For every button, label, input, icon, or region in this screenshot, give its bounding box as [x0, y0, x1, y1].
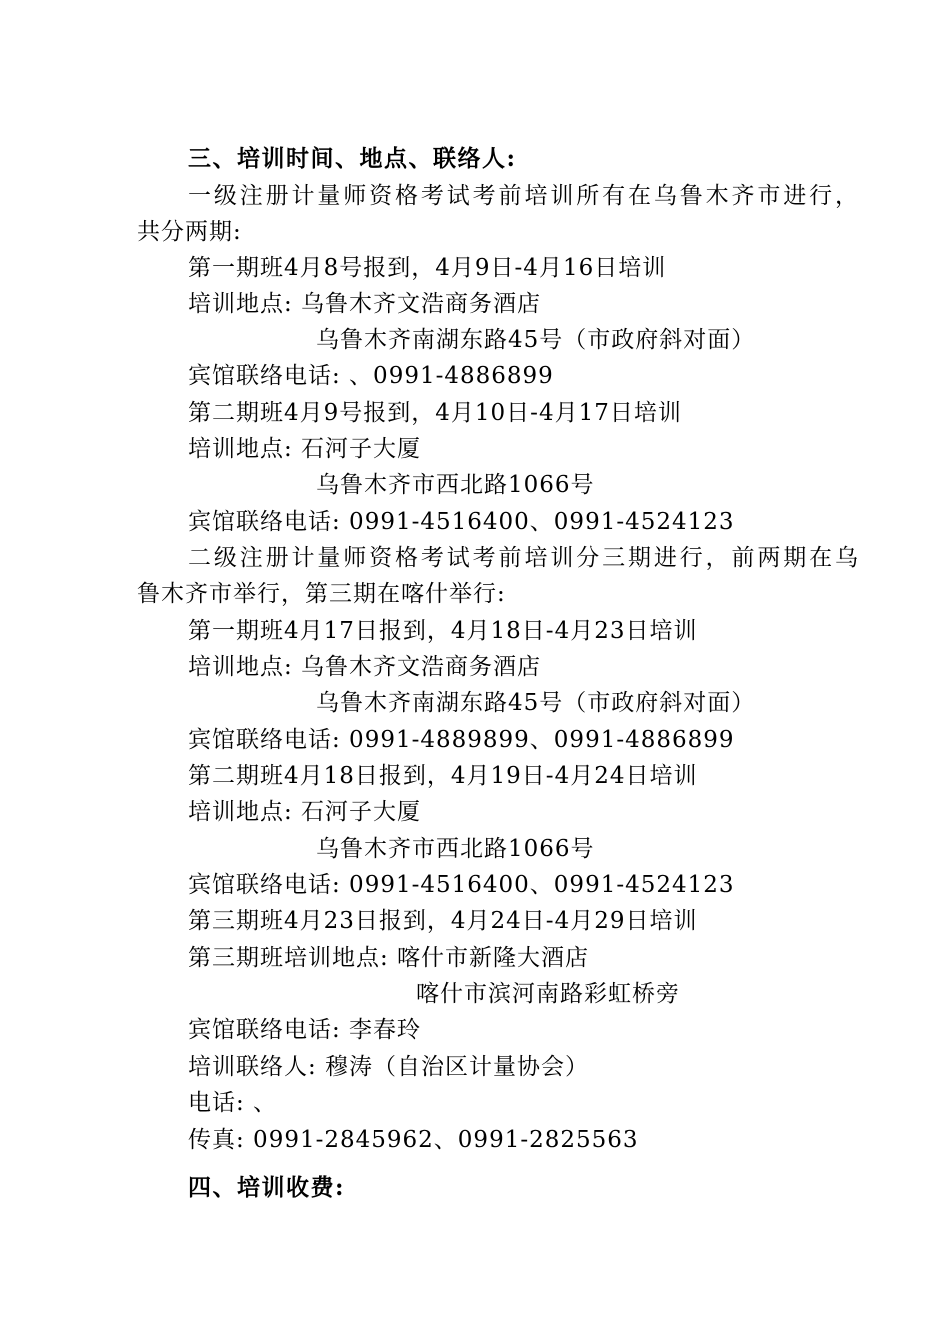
training-contact-fax: 传真: 0991-2845962、0991-2825563: [188, 1127, 639, 1153]
level1-intro-line1: 一级注册计量师资格考试考前培训所有在乌鲁木齐市进行，: [188, 183, 858, 209]
level1-period1-schedule: 第一期班4月8号报到，4月9日-4月16日培训: [188, 255, 667, 281]
level1-period2-schedule: 第二期班4月9号报到，4月10日-4月17日培训: [188, 400, 682, 426]
section-3-heading: 三、培训时间、地点、联络人:: [188, 145, 517, 172]
level2-period3-address: 喀什市滨河南路彩虹桥旁: [416, 981, 680, 1007]
level2-period2-venue: 培训地点: 石河子大厦: [188, 799, 422, 825]
level2-period2-phone: 宾馆联络电话: 0991-4516400、0991-4524123: [188, 872, 735, 898]
level2-period1-address: 乌鲁木齐南湖东路45号（市政府斜对面）: [316, 690, 756, 716]
level1-period1-address: 乌鲁木齐南湖东路45号（市政府斜对面）: [316, 327, 756, 353]
level1-period1-venue: 培训地点: 乌鲁木齐文浩商务酒店: [188, 291, 542, 317]
training-contact-person: 培训联络人: 穆涛（自治区计量协会）: [188, 1054, 590, 1080]
level2-intro-line1: 二级注册计量师资格考试考前培训分三期进行，前两期在乌: [188, 545, 858, 571]
level2-period3-schedule: 第三期班4月23日报到，4月24日-4月29日培训: [188, 908, 698, 934]
level2-period2-address: 乌鲁木齐市西北路1066号: [316, 836, 595, 862]
training-contact-phone: 电话: 、: [188, 1090, 278, 1116]
section-4-heading: 四、培训收费:: [188, 1174, 345, 1201]
level1-period2-phone: 宾馆联络电话: 0991-4516400、0991-4524123: [188, 509, 735, 535]
level2-period1-schedule: 第一期班4月17日报到，4月18日-4月23日培训: [188, 618, 698, 644]
level2-period2-schedule: 第二期班4月18日报到，4月19日-4月24日培训: [188, 763, 698, 789]
level2-period3-venue: 第三期班培训地点: 喀什市新隆大酒店: [188, 945, 590, 971]
level1-period2-address: 乌鲁木齐市西北路1066号: [316, 472, 595, 498]
level2-period1-phone: 宾馆联络电话: 0991-4889899、0991-4886899: [188, 727, 735, 753]
level1-period2-venue: 培训地点: 石河子大厦: [188, 436, 422, 462]
level1-intro-line2: 共分两期:: [137, 219, 242, 245]
level2-intro-line2: 鲁木齐市举行，第三期在喀什举行:: [137, 581, 506, 607]
level2-period1-venue: 培训地点: 乌鲁木齐文浩商务酒店: [188, 654, 542, 680]
level2-period3-phone: 宾馆联络电话: 李春玲: [188, 1017, 422, 1043]
level1-period1-phone: 宾馆联络电话: 、0991-4886899: [188, 363, 554, 389]
